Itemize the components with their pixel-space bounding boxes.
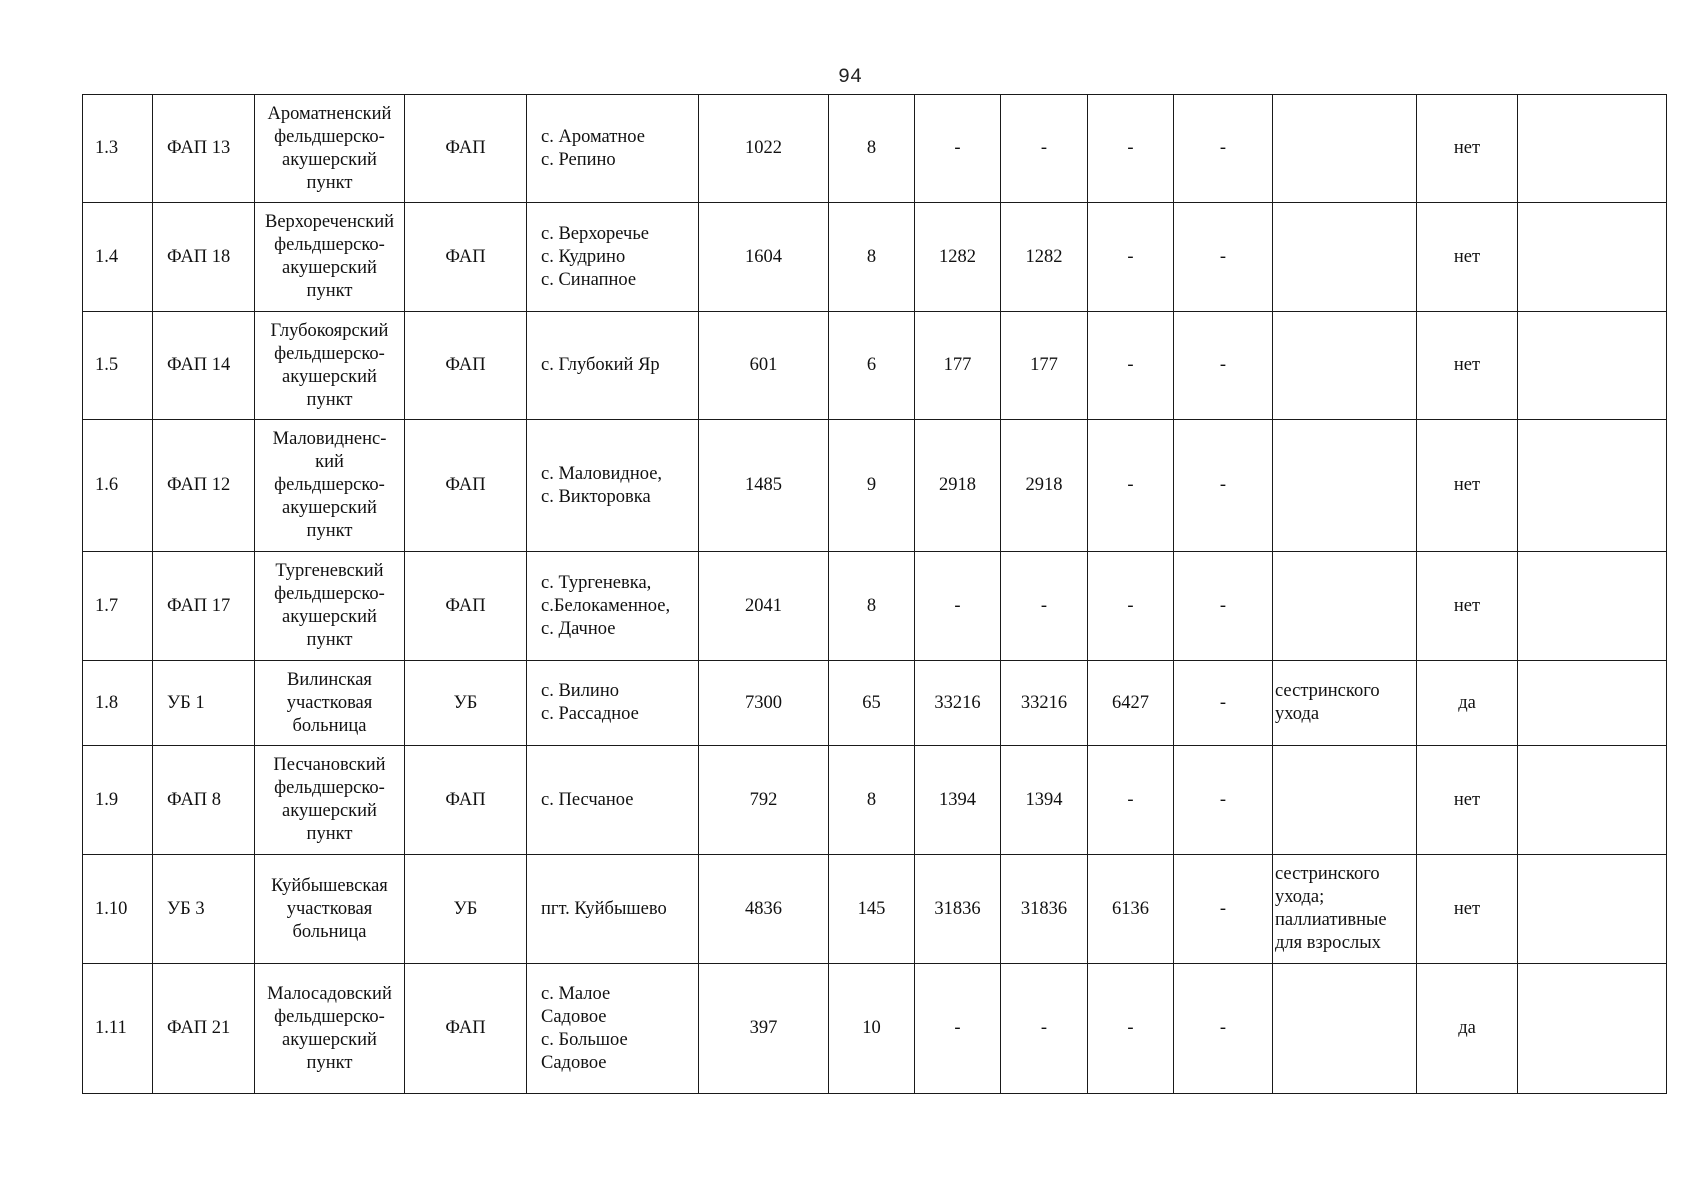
facility-name-cell-line: фельдшерско-: [274, 1006, 385, 1027]
facility-type-cell: ФАП: [405, 552, 527, 661]
facility-name-cell-line: пункт: [306, 521, 353, 541]
facility-name-cell-line: пункт: [306, 172, 353, 193]
table-row: [83, 552, 1667, 661]
facility-name-cell-line: Маловидненс-: [272, 429, 387, 449]
facility-name-cell: [255, 203, 405, 312]
settlements-cell-line: с. Викторовка: [541, 486, 651, 507]
value-cell-9: 2918: [1001, 420, 1088, 552]
facility-code-cell: ФАП 13: [153, 95, 255, 203]
settlements-cell-line: с. Кудрино: [541, 246, 626, 267]
population-cell: 1022: [699, 95, 829, 203]
empty-cell: [1518, 964, 1667, 1094]
note-cell-line: ухода;: [1275, 887, 1325, 907]
facility-name-cell: [255, 420, 405, 552]
value-cell-9: 1394: [1001, 746, 1088, 855]
facility-name-cell-line: пункт: [306, 824, 353, 844]
facility-name-cell-line: Верхореченский: [264, 212, 394, 232]
value-cell-8: 33216: [915, 661, 1001, 746]
value-cell-7: 8: [829, 95, 915, 203]
facility-name-cell: [255, 964, 405, 1094]
value-cell-8: -: [915, 95, 1001, 203]
value-cell-7: 8: [829, 203, 915, 312]
settlements-cell: [527, 312, 699, 420]
settlements-cell-line: с. Синапное: [541, 269, 637, 290]
note-cell: [1273, 746, 1417, 855]
flag-cell: нет: [1417, 746, 1518, 855]
facility-type-cell: ФАП: [405, 420, 527, 552]
facility-name-cell-line: акушерский: [282, 607, 377, 627]
value-cell-11: -: [1174, 420, 1273, 552]
value-cell-11: -: [1174, 552, 1273, 661]
value-cell-7: 65: [829, 661, 915, 746]
facility-type-cell: ФАП: [405, 746, 527, 855]
empty-cell: [1518, 420, 1667, 552]
facility-code-cell: ФАП 14: [153, 312, 255, 420]
value-cell-8: 1282: [915, 203, 1001, 312]
value-cell-10: -: [1088, 746, 1174, 855]
facility-name-cell-line: акушерский: [282, 1029, 377, 1050]
facility-type-cell: ФАП: [405, 312, 527, 420]
facility-name-cell-line: фельдшерско-: [274, 235, 385, 255]
facility-name-cell-line: акушерский: [282, 258, 377, 278]
value-cell-10: 6136: [1088, 855, 1174, 964]
settlements-cell-line: с.Белокаменное,: [541, 595, 671, 616]
row-number-cell: 1.3: [83, 95, 153, 203]
empty-cell: [1518, 661, 1667, 746]
population-cell: 792: [699, 746, 829, 855]
facility-name-cell-line: акушерский: [282, 498, 377, 518]
note-cell-line: для взрослых: [1275, 933, 1381, 953]
value-cell-10: 6427: [1088, 661, 1174, 746]
settlements-cell-line: с. Глубокий Яр: [541, 355, 660, 375]
value-cell-8: 177: [915, 312, 1001, 420]
facility-name-cell-line: участковая: [286, 692, 373, 713]
settlements-cell: [527, 746, 699, 855]
settlements-cell: [527, 661, 699, 746]
table-row: [83, 420, 1667, 552]
row-number-cell: 1.7: [83, 552, 153, 661]
flag-cell: нет: [1417, 203, 1518, 312]
facility-name-cell: [255, 661, 405, 746]
population-cell: 601: [699, 312, 829, 420]
value-cell-11: -: [1174, 964, 1273, 1094]
table-body: [83, 95, 1667, 1094]
value-cell-9: -: [1001, 552, 1088, 661]
facility-code-cell: УБ 3: [153, 855, 255, 964]
population-cell: 1604: [699, 203, 829, 312]
facility-name-cell-line: больница: [292, 715, 367, 736]
row-number-cell: 1.11: [83, 964, 153, 1094]
settlements-cell-line: пгт. Куйбышево: [541, 898, 667, 919]
facility-name-cell-line: акушерский: [282, 366, 377, 387]
note-cell: [1273, 312, 1417, 420]
settlements-cell-line: Садовое: [541, 1006, 607, 1027]
value-cell-10: -: [1088, 95, 1174, 203]
value-cell-11: -: [1174, 855, 1273, 964]
value-cell-11: -: [1174, 661, 1273, 746]
facility-name-cell-line: фельдшерско-: [274, 475, 385, 495]
facility-name-cell-line: Малосадовский: [267, 983, 392, 1004]
value-cell-10: -: [1088, 312, 1174, 420]
settlements-cell: [527, 964, 699, 1094]
value-cell-9: 177: [1001, 312, 1088, 420]
facility-name-cell: [255, 855, 405, 964]
settlements-cell-line: с. Тургеневка,: [541, 572, 652, 593]
empty-cell: [1518, 203, 1667, 312]
value-cell-11: -: [1174, 203, 1273, 312]
empty-cell: [1518, 312, 1667, 420]
note-cell: [1273, 661, 1417, 746]
value-cell-11: -: [1174, 746, 1273, 855]
settlements-cell-line: с. Большое: [541, 1029, 628, 1050]
facility-name-cell: [255, 552, 405, 661]
value-cell-9: 1282: [1001, 203, 1088, 312]
value-cell-7: 8: [829, 552, 915, 661]
population-cell: 1485: [699, 420, 829, 552]
note-cell-line: ухода: [1275, 704, 1320, 724]
row-number-cell: 1.5: [83, 312, 153, 420]
empty-cell: [1518, 855, 1667, 964]
value-cell-9: 31836: [1001, 855, 1088, 964]
flag-cell: да: [1417, 964, 1518, 1094]
settlements-cell: [527, 95, 699, 203]
settlements-cell: [527, 203, 699, 312]
note-cell: [1273, 95, 1417, 203]
flag-cell: нет: [1417, 312, 1518, 420]
facility-code-cell: ФАП 8: [153, 746, 255, 855]
facility-type-cell: УБ: [405, 661, 527, 746]
note-cell-line: паллиативные: [1275, 910, 1387, 930]
facility-name-cell-line: кий: [315, 452, 344, 472]
row-number-cell: 1.8: [83, 661, 153, 746]
facility-name-cell: [255, 95, 405, 203]
table-row: [83, 964, 1667, 1094]
facility-type-cell: УБ: [405, 855, 527, 964]
facility-code-cell: УБ 1: [153, 661, 255, 746]
population-cell: 4836: [699, 855, 829, 964]
flag-cell: нет: [1417, 855, 1518, 964]
settlements-cell-line: с. Репино: [541, 149, 616, 170]
value-cell-8: -: [915, 552, 1001, 661]
facility-name-cell-line: пункт: [306, 630, 353, 650]
note-cell-line: сестринского: [1275, 681, 1380, 701]
row-number-cell: 1.10: [83, 855, 153, 964]
note-cell: [1273, 855, 1417, 964]
population-cell: 2041: [699, 552, 829, 661]
settlements-cell-line: Садовое: [541, 1052, 607, 1073]
settlements-cell-line: с. Вилино: [541, 681, 619, 701]
note-cell: [1273, 552, 1417, 661]
facility-name-cell: [255, 312, 405, 420]
facility-name-cell-line: Куйбышевская: [271, 875, 388, 896]
value-cell-10: -: [1088, 420, 1174, 552]
value-cell-10: -: [1088, 552, 1174, 661]
flag-cell: да: [1417, 661, 1518, 746]
table-row: [83, 95, 1667, 203]
value-cell-9: -: [1001, 95, 1088, 203]
value-cell-9: -: [1001, 964, 1088, 1094]
table-row: [83, 312, 1667, 420]
facility-name-cell-line: больница: [292, 921, 367, 942]
facility-code-cell: ФАП 17: [153, 552, 255, 661]
facility-name-cell-line: Ароматненский: [267, 103, 392, 124]
facility-name-cell-line: акушерский: [282, 149, 377, 170]
value-cell-9: 33216: [1001, 661, 1088, 746]
facility-code-cell: ФАП 21: [153, 964, 255, 1094]
facility-type-cell: ФАП: [405, 964, 527, 1094]
facility-name-cell-line: Песчановский: [273, 755, 386, 775]
value-cell-8: 2918: [915, 420, 1001, 552]
flag-cell: нет: [1417, 95, 1518, 203]
settlements-cell-line: с. Малое: [541, 983, 611, 1004]
page-number: 94: [837, 66, 862, 89]
facility-name-cell-line: пункт: [306, 389, 353, 410]
note-cell: [1273, 203, 1417, 312]
settlements-cell-line: с. Песчаное: [541, 789, 634, 810]
row-number-cell: 1.9: [83, 746, 153, 855]
value-cell-8: 31836: [915, 855, 1001, 964]
settlements-cell-line: с. Рассадное: [541, 704, 639, 724]
empty-cell: [1518, 95, 1667, 203]
table-row: [83, 855, 1667, 964]
population-cell: 7300: [699, 661, 829, 746]
facility-name-cell-line: акушерский: [282, 801, 377, 821]
note-cell: [1273, 964, 1417, 1094]
facility-name-cell-line: пункт: [306, 1052, 353, 1073]
facility-name-cell-line: Глубокоярский: [270, 320, 389, 341]
empty-cell: [1518, 552, 1667, 661]
settlements-cell: [527, 552, 699, 661]
facilities-table: [82, 94, 1667, 1094]
row-number-cell: 1.6: [83, 420, 153, 552]
table-row: [83, 661, 1667, 746]
facility-name-cell-line: участковая: [286, 898, 373, 919]
facility-name-cell-line: фельдшерско-: [274, 584, 385, 604]
value-cell-8: 1394: [915, 746, 1001, 855]
note-cell-line: сестринского: [1275, 864, 1380, 884]
facility-name-cell-line: фельдшерско-: [274, 778, 385, 798]
value-cell-7: 6: [829, 312, 915, 420]
settlements-cell-line: с. Маловидное,: [541, 463, 663, 484]
settlements-cell: [527, 420, 699, 552]
value-cell-8: -: [915, 964, 1001, 1094]
population-cell: 397: [699, 964, 829, 1094]
facility-name-cell-line: фельдшерско-: [274, 126, 385, 147]
settlements-cell-line: с. Ароматное: [541, 126, 645, 147]
facility-name-cell-line: Тургеневский: [275, 561, 384, 581]
value-cell-7: 8: [829, 746, 915, 855]
value-cell-7: 9: [829, 420, 915, 552]
settlements-cell-line: с. Верхоречье: [541, 223, 650, 244]
facility-type-cell: ФАП: [405, 203, 527, 312]
flag-cell: нет: [1417, 552, 1518, 661]
settlements-cell-line: с. Дачное: [541, 618, 616, 639]
value-cell-11: -: [1174, 312, 1273, 420]
facility-name-cell: [255, 746, 405, 855]
facility-code-cell: ФАП 18: [153, 203, 255, 312]
value-cell-7: 10: [829, 964, 915, 1094]
table-row: [83, 746, 1667, 855]
note-cell: [1273, 420, 1417, 552]
empty-cell: [1518, 746, 1667, 855]
facility-name-cell-line: фельдшерско-: [274, 343, 385, 364]
row-number-cell: 1.4: [83, 203, 153, 312]
facility-code-cell: ФАП 12: [153, 420, 255, 552]
facility-name-cell-line: Вилинская: [287, 669, 372, 690]
table-row: [83, 203, 1667, 312]
value-cell-11: -: [1174, 95, 1273, 203]
value-cell-10: -: [1088, 964, 1174, 1094]
value-cell-7: 145: [829, 855, 915, 964]
settlements-cell: [527, 855, 699, 964]
value-cell-10: -: [1088, 203, 1174, 312]
facility-type-cell: ФАП: [405, 95, 527, 203]
flag-cell: нет: [1417, 420, 1518, 552]
facility-name-cell-line: пункт: [306, 281, 353, 301]
